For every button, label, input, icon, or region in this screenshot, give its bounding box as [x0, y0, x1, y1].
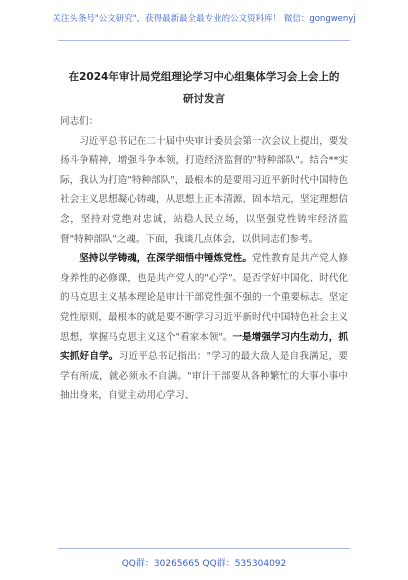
footer-note: QQ群：30265665 QQ群：535304092 [121, 559, 287, 569]
document-title [40, 66, 368, 110]
paragraph-2-lead: 坚持以学铸魂，在深学细悟中锤炼党性。 [79, 253, 252, 265]
paragraph-2-part-2: 习近平总书记指出："学习的最大敌人是自我满足，要学有所成，就必须永不自满。"审计干部要从各种繁忙的大事小事中抽出身来，自觉主动用心学习、 [60, 351, 348, 402]
header-divider [58, 40, 350, 41]
title-line-2: 研讨发言 [183, 93, 225, 105]
paragraph-2 [60, 249, 348, 406]
title-line-1: 在2024年审计局党组理论学习中心组集体学习会上会上的 [68, 71, 340, 83]
document-body [60, 112, 348, 406]
paragraph-2-part-1: 党性教育是共产党人修身养性的必修课，也是共产党人的"心学"。是否学好中国化、时代化的马克思主义基本理论是审计干部党性强不强的一个重要标志。坚定党性原则，最根本的就是要不断学习习近平新时代中国特色社会主义思想，掌握马克思主义这个"看家本领"。 [60, 253, 348, 343]
paragraph-1: 习近平总书记在二十届中央审计委员会第一次会议上提出，要发扬斗争精神，增强斗争本领，打造经济监督的"特种部队"。结合**实际，我认为打造"特种部队"，最根本的是要用习近平新时代中国特色社会主义思想凝心铸魂，从思想上正本清源、固本培元，坚定理想信念，坚持对党绝对忠诚，站稳人民立场，以坚强党性铸牢经济监督"特种部队"之魂。下面，我谈几点体会，以供同志们参考。 [60, 135, 348, 245]
paragraph-2-bold: 一是增强学习内生动力，抓实抓好自学。 [60, 331, 349, 363]
salutation: 同志们： [60, 116, 99, 127]
footer-divider [58, 548, 350, 549]
header-note: 关注头条号"公文研究"，获得最新最全最专业的公文资料库！ 微信：gongwenyj [52, 14, 356, 24]
